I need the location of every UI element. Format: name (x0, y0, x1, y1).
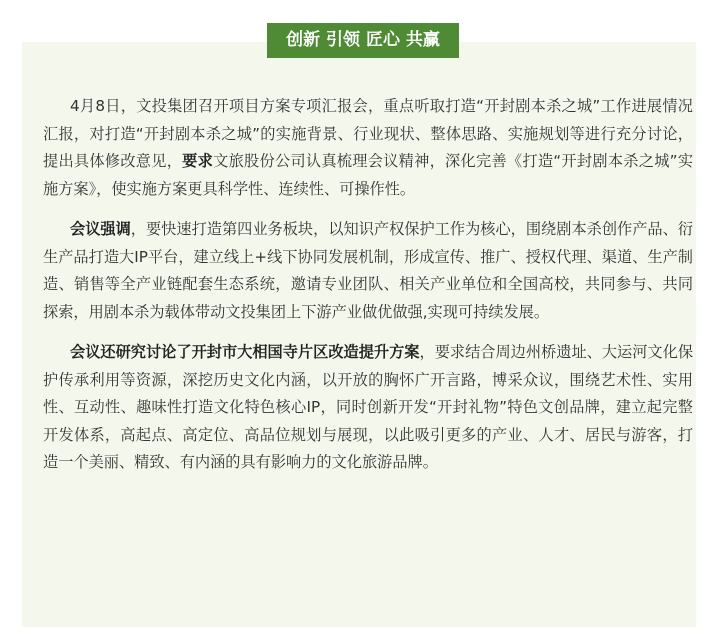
paragraph-text: ，要快速打造第四业务板块，以知识产权保护工作为核心，围绕剧本杀创作产品、衍生产品打造大IP平台，建立线上+线下协同发展机制，形成宣传、推广、授权代理、渠道、生产制造、销售等全产业链配套生态系统，邀请专业团队、相关产业单位和全国高校，共同参与、共同探索，用剧本杀为载体带动文投集团上下游产业做优做强,实现可持续发展。 (43, 220, 693, 321)
section-banner: 创新 引领 匠心 共赢 (267, 23, 459, 58)
paragraph-text: 4月8日，文投集团召开项目方案专项汇报会，重点听取打造“开封剧本杀之城”工作进展情况汇报，对打造“开封剧本杀之城”的实施背景、行业现状、整体思路、实施规划等进行充分讨论，提出具体修改意见， (43, 97, 693, 170)
paragraph-text: 文旅股份公司认真梳理会议精神，深化完善《打造“开封剧本杀之城”实施方案》，使实施方案更具科学性、连续性、可操作性。 (43, 152, 694, 198)
paragraph-meeting-report (43, 93, 693, 203)
emphasis-meeting-stressed: 会议强调 (70, 220, 131, 238)
emphasis-renovation-plan: 会议还研究讨论了开封市大相国寺片区改造提升方案 (70, 343, 420, 361)
paragraph-meeting-emphasis (43, 216, 693, 326)
article-body (43, 93, 693, 477)
paragraph-text: ，要求结合周边州桥遗址、大运河文化保护传承利用等资源，深挖历史文化内涵，以开放的胸怀广开言路，博采众议，围绕艺术性、实用性、互动性、趣味性打造文化特色核心IP，同时创新开发“开封礼物”特色文创品牌，建立起完整开发体系，高起点、高定位、高品位规划与展现，以此吸引更多的产业、人才、居民与游客，打造一个美丽、精致、有内涵的具有影响力的文化旅游品牌。 (43, 343, 694, 471)
paragraph-temple-renovation (43, 339, 693, 477)
emphasis-requirement: 要求 (182, 152, 214, 170)
